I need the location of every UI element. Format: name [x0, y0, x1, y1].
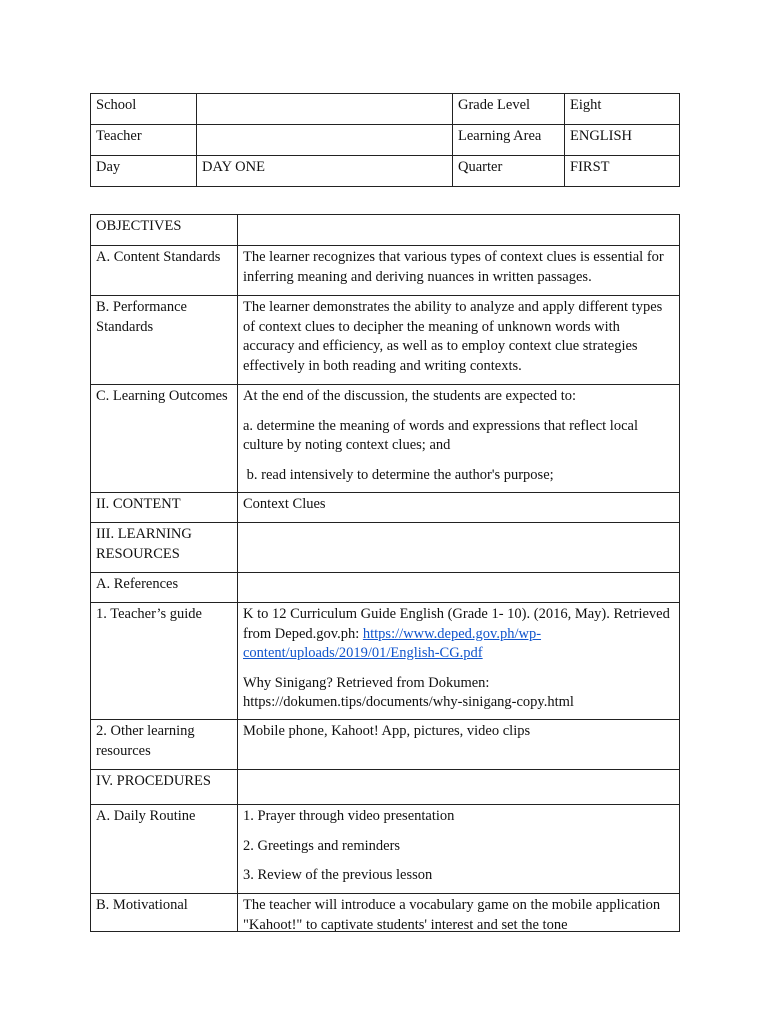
- performance-standards-label: B. Performance Standards: [96, 299, 187, 335]
- teachers-guide-ref1: [243, 605, 674, 664]
- teacher-row: [91, 125, 680, 156]
- grade-label: Grade Level: [458, 97, 531, 113]
- daily-routine-item-3: 3. Review of the previous lesson: [243, 867, 433, 883]
- other-resources-label: 2. Other learning resources: [96, 723, 195, 759]
- school-label-cell: [91, 94, 197, 125]
- teachers-guide-ref1-text: K to 12 Curriculum Guide English (Grade 1- 10). (2016, May). Retrieved from Deped.gov.ph:: [243, 606, 670, 642]
- learning-outcome-b: b. read intensively to determine the author's purpose;: [243, 466, 554, 483]
- daily-routine-item-2: 2. Greetings and reminders: [243, 837, 401, 854]
- learning-outcome-a: a. determine the meaning of words and expressions that reflect local culture by noting context clues; and: [243, 417, 638, 453]
- lesson-plan-table: [90, 214, 680, 932]
- school-value: [197, 94, 452, 96]
- motivational-text: The teacher will introduce a vocabulary game on the mobile application "Kahoot!" to captivate students' interest and set the tone: [243, 897, 661, 931]
- references-row: [91, 573, 680, 603]
- content-standards-text: The learner recognizes that various types of context clues is essential for inferring meaning and deriving nuances in written passages.: [243, 249, 664, 285]
- grade-value-cell: [565, 94, 680, 125]
- quarter-value: FIRST: [570, 159, 610, 175]
- area-label-cell: [453, 125, 565, 156]
- teacher-label-cell: [91, 125, 197, 156]
- content-label: II. CONTENT: [96, 496, 181, 512]
- objectives-row: [91, 215, 680, 246]
- grade-label-cell: [453, 94, 565, 125]
- motivational-row: [91, 894, 680, 932]
- procedures-value: [238, 770, 679, 776]
- school-label: School: [96, 97, 137, 113]
- grade-value: Eight: [570, 97, 602, 113]
- content-standards-label: A. Content Standards: [96, 249, 221, 265]
- day-label: Day: [96, 159, 121, 175]
- objectives-value: [238, 215, 679, 221]
- area-label: Learning Area: [458, 128, 542, 144]
- quarter-value-cell: [565, 156, 680, 187]
- learning-outcomes-label: C. Learning Outcomes: [96, 388, 228, 404]
- content-row: [91, 493, 680, 523]
- header-info-table: [90, 93, 680, 187]
- school-row: [91, 94, 680, 125]
- daily-routine-item-1: 1. Prayer through video presentation: [243, 808, 455, 824]
- teacher-value: [197, 125, 452, 127]
- learning-resources-row: [91, 523, 680, 573]
- learning-outcomes-row: [91, 385, 680, 493]
- school-value-cell: [197, 94, 453, 125]
- teachers-guide-ref2: Why Sinigang? Retrieved from Dokumen: https://dokumen.tips/documents/why-sinigang-copy.html: [243, 674, 574, 710]
- procedures-label: IV. PROCEDURES: [96, 773, 211, 789]
- content-text: Context Clues: [243, 496, 326, 512]
- other-resources-row: [91, 720, 680, 770]
- motivational-label: B. Motivational: [96, 897, 188, 913]
- content-standards-row: [91, 246, 680, 296]
- performance-standards-row: [91, 296, 680, 385]
- teachers-guide-row: [91, 603, 680, 720]
- quarter-label-cell: [453, 156, 565, 187]
- references-value: [238, 573, 679, 579]
- daily-routine-row: [91, 805, 680, 894]
- area-value-cell: [565, 125, 680, 156]
- references-label: A. References: [96, 576, 179, 592]
- teacher-label: Teacher: [96, 128, 142, 144]
- other-resources-text: Mobile phone, Kahoot! App, pictures, video clips: [243, 723, 531, 739]
- curriculum-guide-link[interactable]: https://www.deped.gov.ph/wp-content/uploads/2019/01/English-CG.pdf: [243, 625, 542, 661]
- teachers-guide-label: 1. Teacher’s guide: [96, 606, 202, 622]
- teacher-value-cell: [197, 125, 453, 156]
- learning-resources-label: III. LEARNING RESOURCES: [96, 526, 192, 562]
- area-value: ENGLISH: [570, 128, 633, 144]
- day-value-cell: [197, 156, 453, 187]
- daily-routine-label: A. Daily Routine: [96, 808, 196, 824]
- day-value: DAY ONE: [202, 159, 265, 175]
- performance-standards-text: The learner demonstrates the ability to analyze and apply different types of context clues to decipher the meaning of unknown words with accuracy and efficiency, as well as to employ context clue strategies effectively in both reading and writing contexts.: [243, 299, 663, 374]
- day-row: [91, 156, 680, 187]
- procedures-row: [91, 770, 680, 805]
- learning-outcomes-intro: At the end of the discussion, the students are expected to:: [243, 388, 577, 404]
- quarter-label: Quarter: [458, 159, 503, 175]
- day-label-cell: [91, 156, 197, 187]
- objectives-label: OBJECTIVES: [96, 218, 182, 234]
- learning-resources-value: [238, 523, 679, 529]
